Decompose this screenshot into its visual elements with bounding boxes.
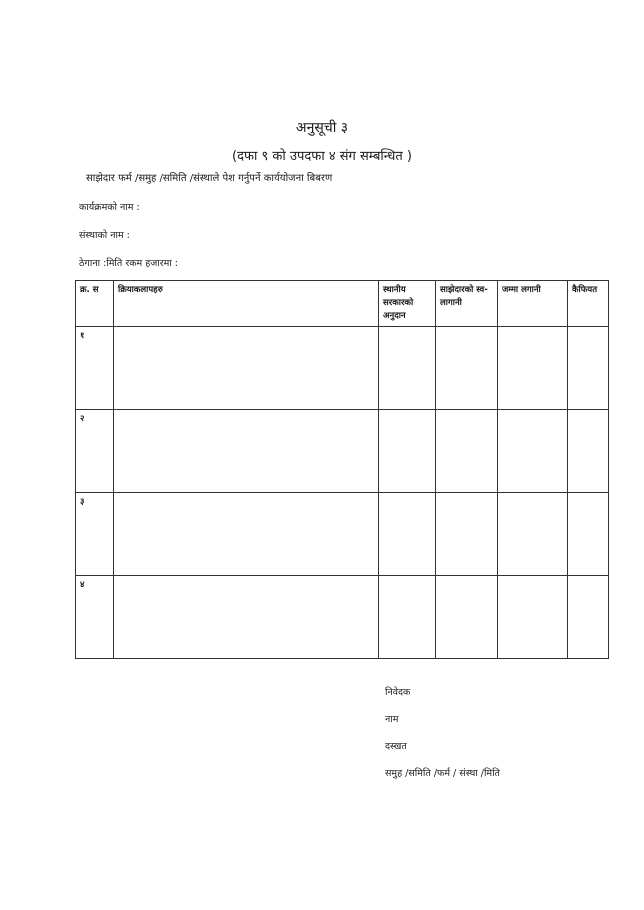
activity-cell xyxy=(114,493,379,576)
row-serial: २ xyxy=(76,410,114,493)
address-field: ठेगाना :मिति रकम हजारमा : xyxy=(79,258,179,269)
partner-investment-cell xyxy=(436,327,498,410)
total-investment-cell xyxy=(498,576,568,659)
table-row xyxy=(76,327,609,410)
total-investment-cell xyxy=(498,327,568,410)
applicant-label: निवेदक xyxy=(385,687,411,698)
activity-cell xyxy=(114,327,379,410)
header-activities: क्रियाकलापहरु xyxy=(114,281,379,327)
signature-label: दस्खत xyxy=(385,741,407,752)
partner-investment-cell xyxy=(436,576,498,659)
table-row xyxy=(76,493,609,576)
header-partner-investment: साझेदारको स्व-लागानी xyxy=(436,281,498,327)
row-serial: ४ xyxy=(76,576,114,659)
row-serial: १ xyxy=(76,327,114,410)
partner-investment-cell xyxy=(436,410,498,493)
program-name-field: कार्यक्रमको नाम : xyxy=(79,202,140,213)
name-label: नाम xyxy=(385,714,399,725)
table-row xyxy=(76,410,609,493)
activity-cell xyxy=(114,410,379,493)
remarks-cell xyxy=(568,576,609,659)
org-name-field: संस्थाको नाम : xyxy=(79,230,130,241)
local-grant-cell xyxy=(379,327,436,410)
header-serial: क्र. स xyxy=(76,281,114,327)
partner-investment-cell xyxy=(436,493,498,576)
page-subtitle: (दफा ९ को उपदफा ४ संग सम्बन्धित ) xyxy=(232,149,412,164)
action-plan-table xyxy=(75,280,609,659)
local-grant-cell xyxy=(379,493,436,576)
table-row xyxy=(76,576,609,659)
intro-text: साझेदार फर्म /समुह /समिति /संस्थाले पेश गर्नुपर्ने कार्ययोजना बिबरण xyxy=(86,173,333,184)
total-investment-cell xyxy=(498,493,568,576)
table-header-row xyxy=(76,281,609,327)
header-total-investment: जम्मा लगानी xyxy=(498,281,568,327)
remarks-cell xyxy=(568,327,609,410)
local-grant-cell xyxy=(379,410,436,493)
page-title: अनुसूची ३ xyxy=(295,120,349,136)
total-investment-cell xyxy=(498,410,568,493)
remarks-cell xyxy=(568,493,609,576)
activity-cell xyxy=(114,576,379,659)
org-date-label: समुह /समिति /फर्म / संस्था /मिति xyxy=(385,768,500,779)
header-remarks: कैफियत xyxy=(568,281,609,327)
row-serial: ३ xyxy=(76,493,114,576)
header-local-grant: स्थानीय सरकारको अनुदान xyxy=(379,281,436,327)
local-grant-cell xyxy=(379,576,436,659)
remarks-cell xyxy=(568,410,609,493)
